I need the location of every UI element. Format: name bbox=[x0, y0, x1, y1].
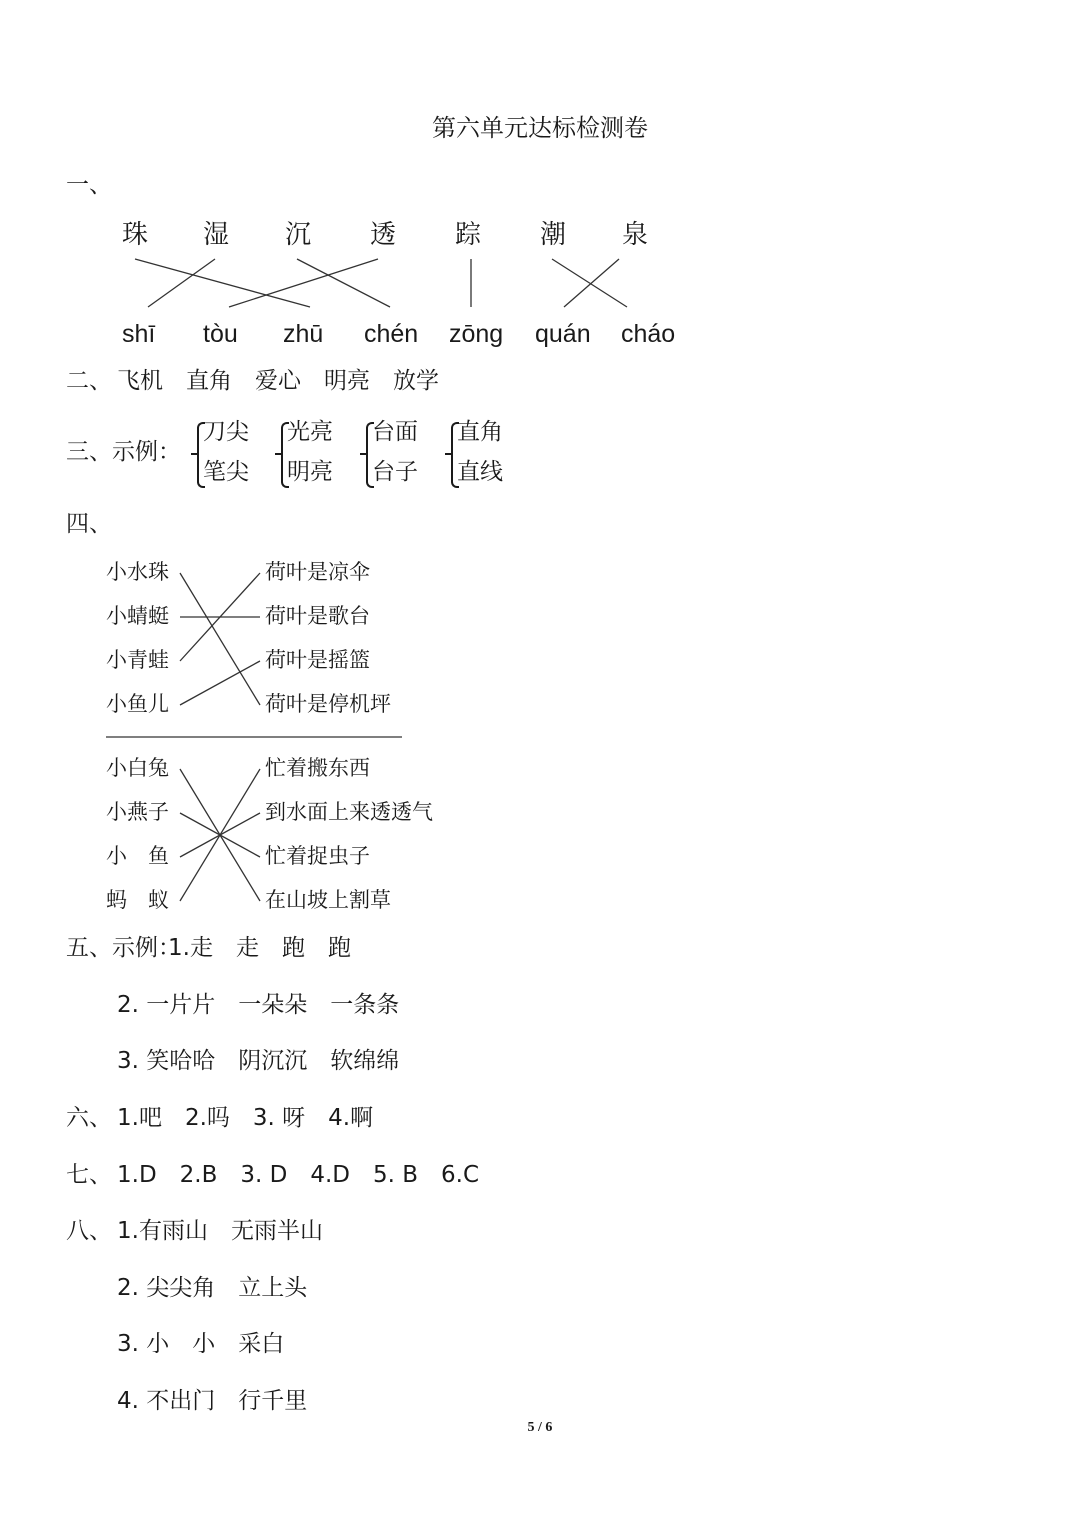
char-item: 湿 bbox=[203, 220, 230, 250]
char-item: 透 bbox=[370, 220, 397, 250]
answer-line: 2. 一片片 一朵朵 一条条 bbox=[117, 992, 400, 1018]
match-right-item: 荷叶是停机坪 bbox=[265, 692, 391, 716]
connector-line bbox=[135, 259, 310, 307]
pinyin-item: zōng bbox=[449, 320, 504, 348]
char-item: 泉 bbox=[622, 220, 649, 250]
section-3-label: 三、示例： bbox=[66, 439, 181, 465]
match-left-item: 小水珠 bbox=[106, 560, 169, 584]
answer-line: 4. 不出门 行千里 bbox=[117, 1388, 308, 1414]
word-item: 直角 bbox=[457, 419, 503, 445]
match-left-item: 蚂 蚁 bbox=[106, 888, 169, 912]
section-2-text: 飞机 直角 爱心 明亮 放学 bbox=[117, 368, 439, 394]
answer-line: 1.有雨山 无雨半山 bbox=[117, 1218, 323, 1244]
answer-line: 1.吧 2.吗 3. 呀 4.啊 bbox=[117, 1105, 374, 1131]
section-6-label: 六、 bbox=[66, 1105, 112, 1131]
word-item: 台面 bbox=[372, 419, 418, 445]
word-item: 台子 bbox=[372, 459, 418, 485]
char-item: 沉 bbox=[285, 220, 312, 250]
match-right-item: 荷叶是凉伞 bbox=[265, 560, 370, 584]
match-left-item: 小燕子 bbox=[106, 800, 169, 824]
section-7-label: 七、 bbox=[66, 1162, 112, 1188]
match-right-item: 忙着捉虫子 bbox=[265, 844, 370, 868]
pinyin-item: quán bbox=[535, 320, 591, 348]
word-item: 明亮 bbox=[287, 459, 333, 485]
match-left-item: 小青蛙 bbox=[106, 648, 169, 672]
word-item: 刀尖 bbox=[203, 419, 249, 445]
match-right-item: 荷叶是歌台 bbox=[265, 604, 370, 628]
answer-line: 1.D 2.B 3. D 4.D 5. B 6.C bbox=[117, 1162, 480, 1188]
pinyin-item: zhū bbox=[283, 320, 324, 348]
word-item: 笔尖 bbox=[203, 459, 249, 485]
page-title: 第六单元达标检测卷 bbox=[432, 114, 648, 142]
char-item: 潮 bbox=[540, 220, 567, 250]
pinyin-item: chén bbox=[364, 320, 419, 348]
section-5-label: 五、示例： bbox=[66, 935, 181, 961]
match-right-item: 忙着搬东西 bbox=[265, 756, 370, 780]
match-right-item: 荷叶是摇篮 bbox=[265, 648, 370, 672]
char-item: 踪 bbox=[455, 220, 482, 250]
connector-line bbox=[229, 259, 378, 307]
connector-line bbox=[180, 661, 260, 705]
match-left-item: 小蜻蜓 bbox=[106, 604, 169, 628]
section-2-label: 二、 bbox=[66, 368, 112, 394]
connector-line bbox=[564, 259, 619, 307]
section-8-label: 八、 bbox=[66, 1218, 112, 1244]
match-right-item: 到水面上来透透气 bbox=[265, 800, 433, 824]
connector-line bbox=[552, 259, 627, 307]
word-item: 光亮 bbox=[287, 419, 333, 445]
pinyin-item: cháo bbox=[621, 320, 676, 348]
connector-line bbox=[148, 259, 215, 307]
connector-line bbox=[297, 259, 390, 307]
section-1-label: 一、 bbox=[66, 172, 112, 198]
match-right-item: 在山坡上割草 bbox=[265, 888, 391, 912]
connector-line bbox=[180, 573, 260, 705]
answer-line: 3. 小 小 采白 bbox=[117, 1331, 285, 1357]
page-number: 5 / 6 bbox=[527, 1420, 553, 1435]
match-left-item: 小 鱼 bbox=[106, 844, 169, 868]
match-left-item: 小白兔 bbox=[106, 756, 169, 780]
pinyin-item: tòu bbox=[203, 320, 238, 348]
answer-line: 2. 尖尖角 立上头 bbox=[117, 1275, 308, 1301]
word-item: 直线 bbox=[457, 459, 503, 485]
pinyin-item: shī bbox=[122, 320, 156, 348]
char-item: 珠 bbox=[122, 220, 149, 250]
answer-line: 3. 笑哈哈 阴沉沉 软绵绵 bbox=[117, 1048, 400, 1074]
match-left-item: 小鱼儿 bbox=[106, 692, 169, 716]
answer-line: 1.走 走 跑 跑 bbox=[168, 935, 351, 961]
section-4-label: 四、 bbox=[66, 511, 112, 537]
